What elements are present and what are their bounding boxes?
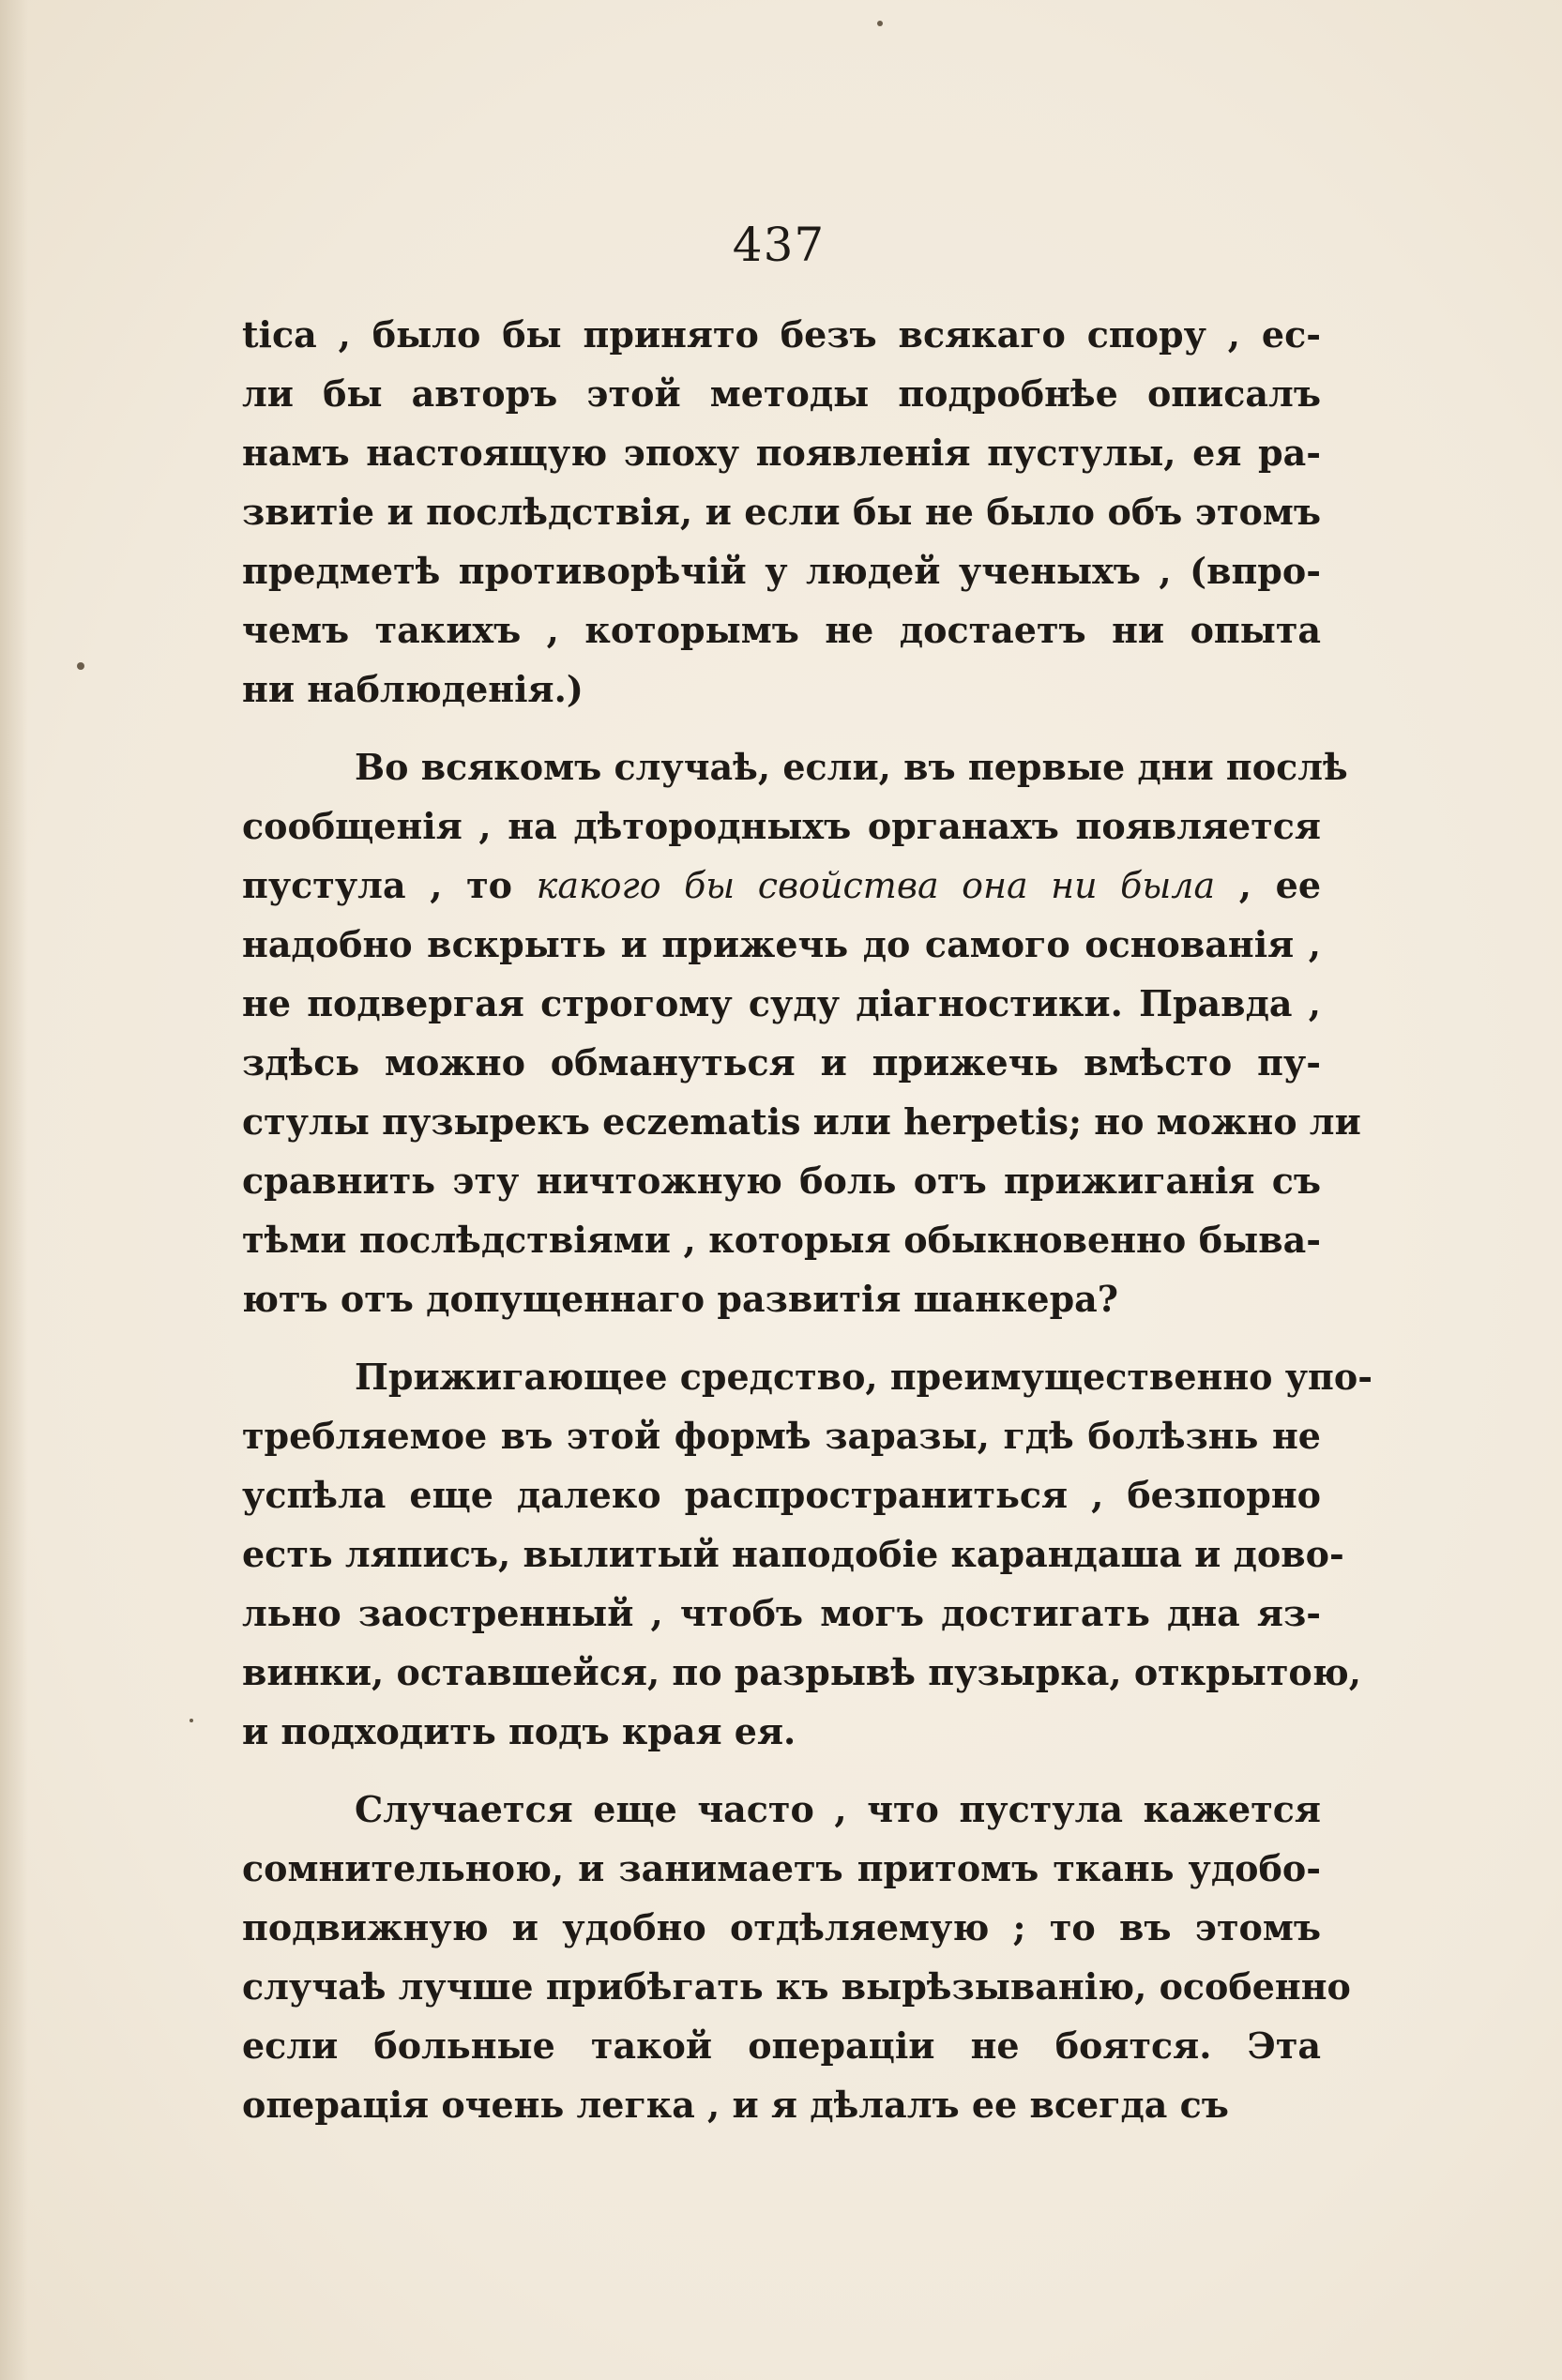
ink-speck <box>190 1719 193 1722</box>
ink-speck <box>77 662 84 670</box>
text-run: , ее <box>1215 864 1322 906</box>
text-line: есть ляписъ, вылитый наподобіе карандаша и дово- <box>242 1533 1344 1575</box>
text-line: ли бы авторъ этой методы подробнѣе описалъ <box>242 372 1321 415</box>
text-line: успѣла еще далеко распространиться , безпорно <box>242 1474 1321 1516</box>
text-run: пустула , то <box>242 864 537 906</box>
paragraph <box>242 1780 1351 2134</box>
text-line: намъ настоящую эпоху появленія пустулы, ея ра- <box>242 432 1321 474</box>
text-line: и подходить подъ края ея. <box>242 1710 796 1752</box>
text-line: Во всякомъ случаѣ, если, въ первые дни послѣ <box>355 746 1348 788</box>
ink-speck <box>877 21 883 26</box>
text-line: операція очень легка , и я дѣлалъ ее всегда съ <box>242 2084 1229 2126</box>
text-line <box>242 856 1321 915</box>
text-line: не подвергая строгому суду діагностики. Правда , <box>242 982 1321 1024</box>
text-line: сообщенія , на дѣтородныхъ органахъ появляется <box>242 805 1321 847</box>
text-line: сравнить эту ничтожную боль отъ прижиганія съ <box>242 1160 1321 1202</box>
text-line: Прижигающее средство, преимущественно упо- <box>355 1356 1372 1398</box>
text-line: tica , было бы принято безъ всякаго спору , ес- <box>242 313 1321 356</box>
text-line: ни наблюденія.) <box>242 668 584 710</box>
text-line: винки, оставшейся, по разрывѣ пузырка, открытою, <box>242 1651 1361 1693</box>
text-line: надобно вскрыть и прижечь до самого основанія , <box>242 923 1321 965</box>
text-line: льно заостренный , чтобъ могъ достигать дна яз- <box>242 1592 1321 1634</box>
paragraph-gap <box>242 1761 1321 1780</box>
paragraph <box>242 1347 1372 1761</box>
text-line: подвижную и удобно отдѣляемую ; то въ этомъ <box>242 1906 1321 1948</box>
page-number: 437 <box>732 218 826 272</box>
text-line: звитіе и послѣдствія, и если бы не было объ этомъ <box>242 491 1321 533</box>
text-line: чемъ такихъ , которымъ не достаетъ ни опыта <box>242 609 1321 651</box>
text-line: тѣми послѣдствіями , которыя обыкновенно быва- <box>242 1219 1321 1261</box>
body-text <box>242 305 1372 2134</box>
italic-phrase: какого бы свойства она ни была <box>536 865 1216 906</box>
text-line: требляемое въ этой формѣ заразы, гдѣ болѣзнь не <box>242 1415 1321 1457</box>
text-line: стулы пузырекъ eczematis или herpetis; но можно ли <box>242 1100 1361 1143</box>
text-line: Случается еще часто , что пустула кажется <box>355 1788 1321 1830</box>
page-gutter-shadow <box>0 0 28 2380</box>
paragraph-gap <box>242 1328 1321 1347</box>
paragraph <box>242 305 1321 719</box>
text-line: если больные такой операціи не боятся. Эта <box>242 2024 1321 2067</box>
text-line: здѣсь можно обмануться и прижечь вмѣсто пу- <box>242 1041 1321 1084</box>
text-line: сомнительною, и занимаетъ притомъ ткань удобо- <box>242 1847 1321 1889</box>
text-line: предметѣ противорѣчій у людей ученыхъ , (впро- <box>242 550 1321 592</box>
text-line: случаѣ лучше прибѣгать къ вырѣзыванію, особенно <box>242 1965 1351 2008</box>
text-line: ютъ отъ допущеннаго развитія шанкера? <box>242 1278 1119 1320</box>
paragraph-gap <box>242 719 1321 737</box>
paragraph <box>242 737 1361 1328</box>
